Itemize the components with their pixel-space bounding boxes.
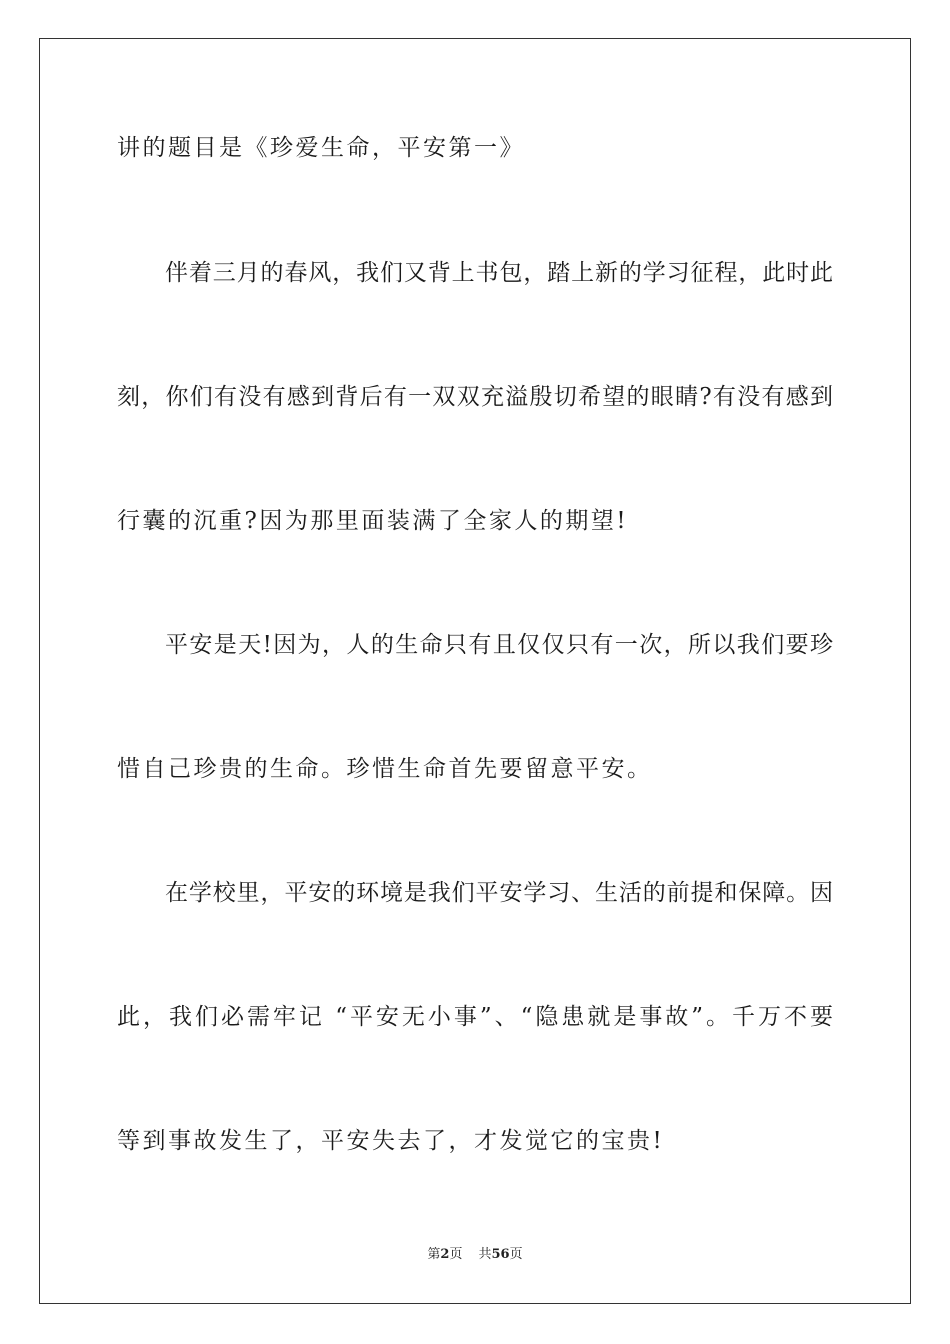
page-border xyxy=(39,38,911,1304)
footer-total-suffix: 页 xyxy=(509,1247,523,1262)
footer-page-number: 2 xyxy=(440,1247,450,1262)
text-line-paragraph-2-end: 惜自己珍贵的生命。珍惜生命首先要留意平安。 xyxy=(117,756,653,782)
text-line-paragraph-3-start: 在学校里，平安的环境是我们平安学习、生活的前提和保障。因 xyxy=(165,880,833,906)
text-line-paragraph-3-cont: 此，我们必需牢记 “平安无小事”、“隐患就是事故”。千万不要 xyxy=(117,1004,833,1030)
footer-page-prefix: 第 xyxy=(427,1247,441,1262)
text-line-paragraph-3-end: 等到事故发生了，平安失去了，才发觉它的宝贵! xyxy=(117,1128,665,1154)
footer-page-suffix: 页 xyxy=(449,1247,463,1262)
text-line-paragraph-1-cont: 刻，你们有没有感到背后有一双双充溢殷切希望的眼睛?有没有感到 xyxy=(117,384,833,410)
page-footer xyxy=(0,1246,950,1264)
text-line-paragraph-1-start: 伴着三月的春风，我们又背上书包，踏上新的学习征程，此时此 xyxy=(165,260,833,286)
text-line-paragraph-2-start: 平安是天!因为，人的生命只有且仅仅只有一次，所以我们要珍 xyxy=(165,632,833,658)
footer-total-prefix: 共 xyxy=(478,1247,492,1262)
footer-total-pages: 56 xyxy=(491,1247,510,1262)
text-line-title: 讲的题目是《珍爱生命，平安第一》 xyxy=(117,135,525,161)
text-line-paragraph-1-end: 行囊的沉重?因为那里面装满了全家人的期望! xyxy=(117,508,629,534)
